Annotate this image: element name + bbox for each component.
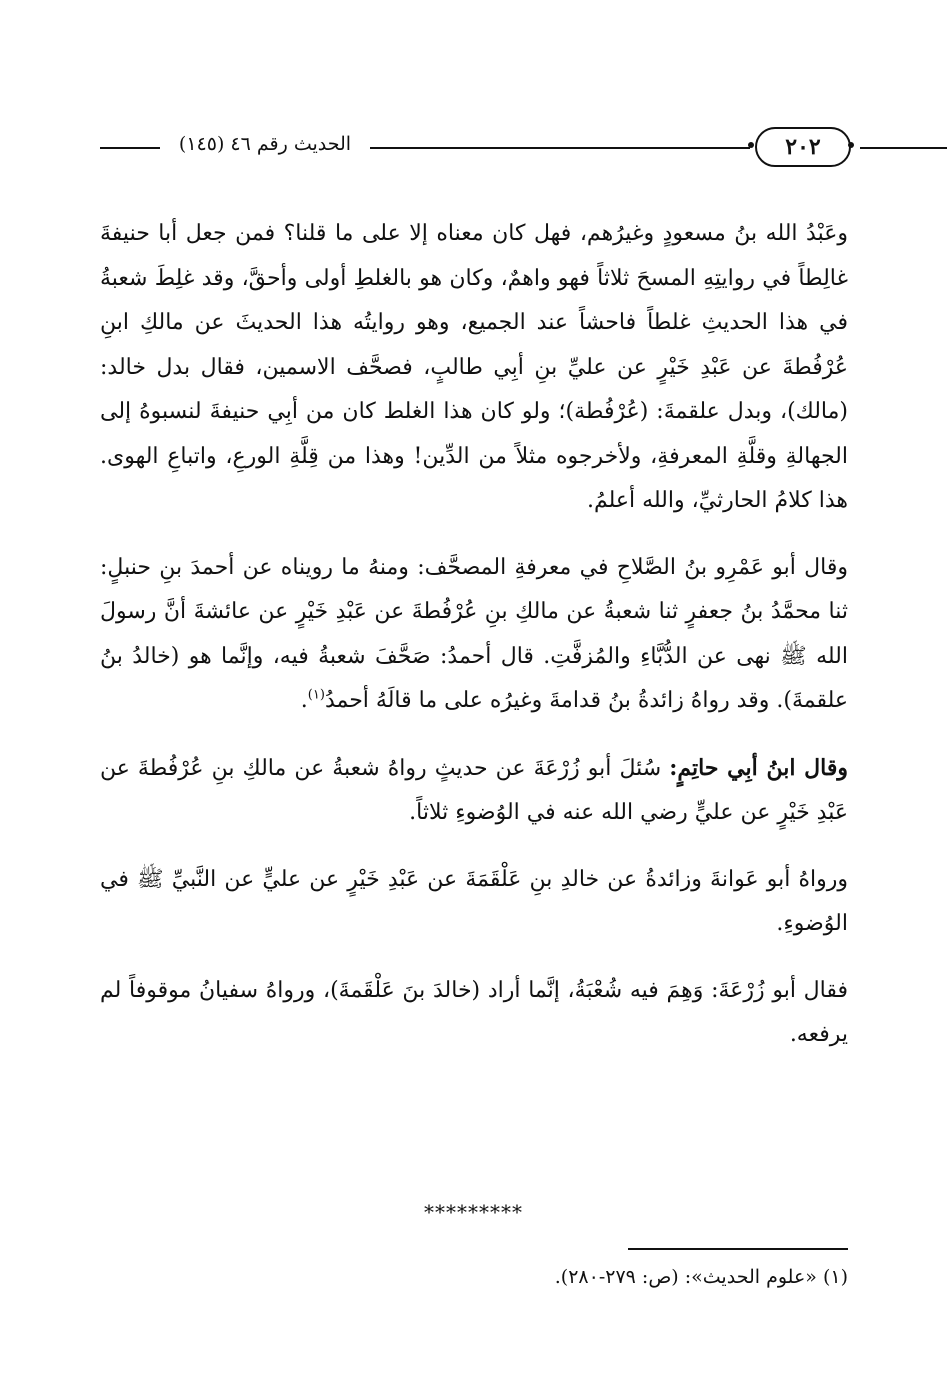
- main-text: [100, 212, 848, 1080]
- paragraph-2: [100, 546, 848, 724]
- ornament-dot-left: [748, 142, 754, 148]
- paragraph-3-lead: وقال ابنُ أبِي حاتِمٍ:: [669, 754, 848, 781]
- header-rule-middle: [370, 147, 750, 149]
- paragraph-1-text: وعَبْدُ الله بنُ مسعودٍ وغيرُهم، فهل كان معناه إلا على ما قلنا؟ فمن جعل أبا حنيفةَ غالِطاً في روايتِهِ المسحَ ثلاثاً فهو واهمٌ، وكان هو بالغلطِ أولى وأحقَّ، وقد غلِطَ شعبةُ في هذا الحديثِ غلطاً فاحشاً عند الجميع، وهو روايتُه هذا الحديثَ عن مالكِ ابنِ عُرْفُطةَ عن عَبْدِ خَيْرٍ عن عليِّ بنِ أبِي طالبٍ، فصحَّف الاسمين، فقال بدل خالد: (مالك)، وبدل علقمةَ: (عُرْفُطة)؛ ولو كان هذا الغلط كان من أبِي حنيفةَ لنسبوهُ إلى الجهالةِ وقلَّةِ المعرفةِ، ولأخرجوه مثلاً من الدِّين! وهذا من قِلَّةِ الورعِ، واتباعِ الهوى. هذا كلامُ الحارثيِّ، والله أعلمُ.: [100, 221, 848, 513]
- paragraph-4: [100, 858, 848, 947]
- paragraph-4-text: ورواهُ أبو عَوانةَ وزائدةُ عن خالدِ بنِ عَلْقَمَةَ عن عَبْدِ خَيْرٍ عن عليٍّ عن النَّبيِّ ﷺ في الوُضوءِ.: [100, 866, 848, 936]
- header-rule-left: [100, 147, 160, 149]
- ornament-dot-right: [848, 142, 854, 148]
- paragraph-5-text: فقال أبو زُرْعَةَ: وَهِمَ فيه شُعْبَةُ، إنَّما أراد (خالدَ بنَ عَلْقَمةَ)، ورواهُ سفيانُ موقوفاً لم يرفعه.: [100, 977, 848, 1047]
- header-rule-right: [860, 147, 947, 149]
- running-title: الحديث رقم ٤٦ (١٤٥): [178, 133, 352, 155]
- section-separator: *********: [424, 1200, 523, 1224]
- paragraph-3: [100, 746, 848, 836]
- paragraph-2-tail: .: [300, 688, 308, 713]
- page-number: ٢٠٢: [755, 127, 851, 167]
- footnote-rule: [628, 1248, 848, 1250]
- paragraph-3-text: سُئلَ أبو زُرْعَةَ عن حديثٍ رواهُ شعبةُ عن مالكِ بنِ عُرْفُطةَ عن عَبْدِ خَيْرٍ عن عليٍّ رضي الله عنه في الوُضوءِ ثلاثاً.: [100, 755, 848, 825]
- footnote-marker[interactable]: (١): [307, 687, 325, 703]
- running-header: [100, 125, 848, 171]
- paragraph-2-text: وقال أبو عَمْرِو بنُ الصَّلاحِ في معرفةِ المصحَّف: ومنهُ ما رويناه عن أحمدَ بنِ حنبلٍ: ثنا محمَّدُ بنُ جعفرٍ ثنا شعبةُ عن مالكِ بنِ عُرْفُطةَ عن عَبْدِ خَيْرٍ عن عائشةَ أنَّ رسولَ الله ﷺ نهى عن الدُّبَّاءِ والمُزفَّتِ. قال أحمدُ: صَحَّفَ شعبةُ فيه، وإنَّما هو (خالدُ بنُ علقمةَ). وقد رواهُ زائدةُ بنُ قدامةَ وغيرُه على ما قالَهُ أحمدُ: [100, 554, 848, 713]
- paragraph-1: [100, 212, 848, 524]
- footnote: (١) «علوم الحديث»: (ص: ٢٧٩-٢٨٠).: [554, 1266, 848, 1288]
- paragraph-5: [100, 969, 848, 1058]
